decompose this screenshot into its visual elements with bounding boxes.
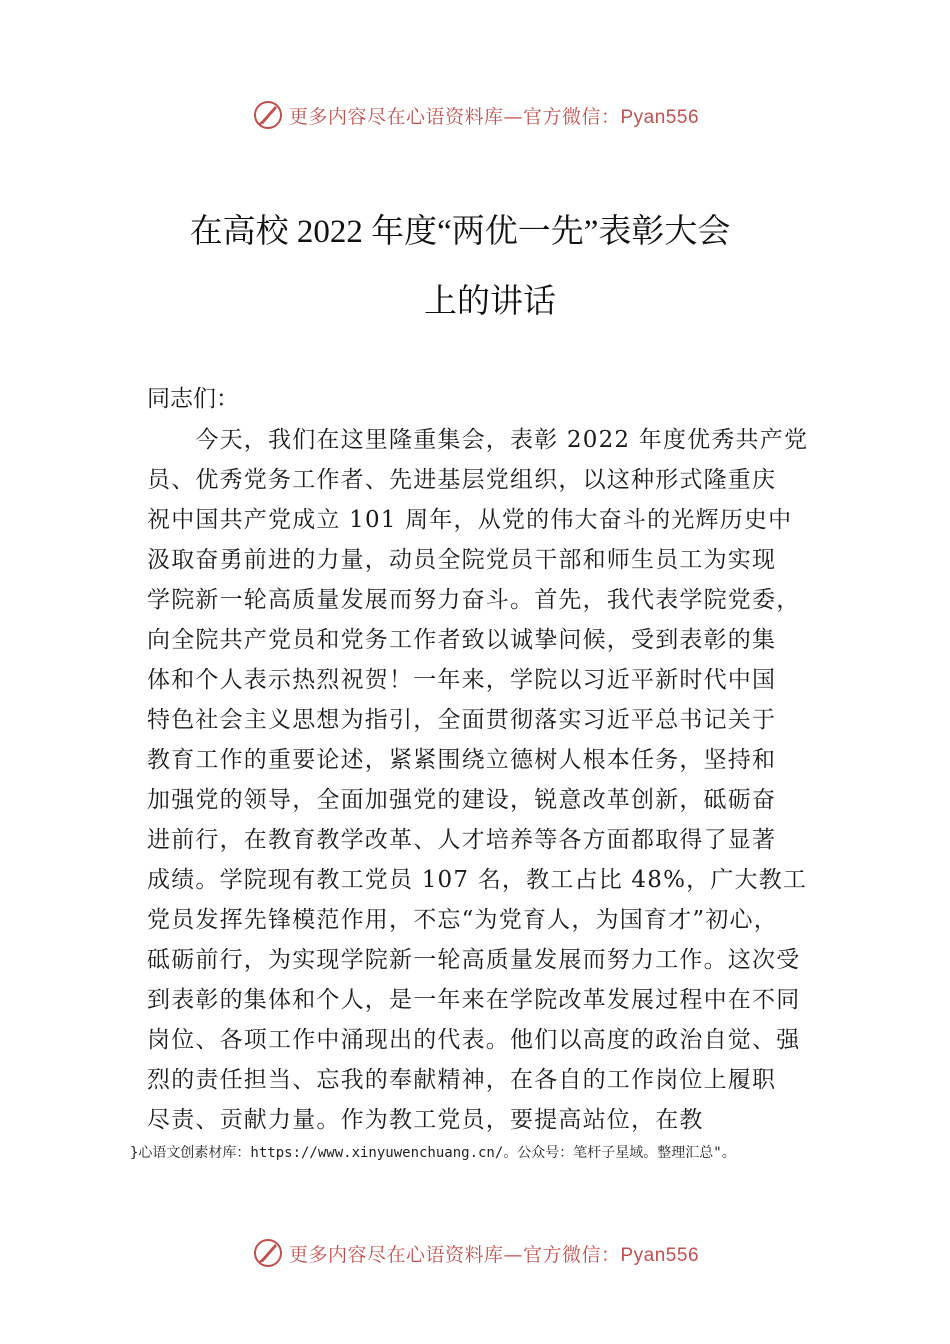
- body-line: 教育工作的重要论述，紧紧围绕立德树人根本任务，坚持和: [147, 747, 777, 773]
- body-line: 加强党的领导，全面加强党的建设，锐意改革创新，砥砺奋: [147, 787, 777, 813]
- banner-text: [289, 1240, 699, 1267]
- body-line: 砥砺前行，为实现学院新一轮高质量发展而努力工作。这次受: [147, 947, 801, 973]
- footer-banner: [0, 1233, 950, 1273]
- body-line: 祝中国共产党成立 101 周年，从党的伟大奋斗的光辉历史中: [147, 507, 793, 533]
- header-banner: [0, 95, 950, 135]
- banner-label: 更多内容尽在心语资料库—官方微信：: [288, 105, 621, 128]
- body-line: 成绩。学院现有教工党员 107 名，教工占比 48%，广大教工: [147, 867, 808, 893]
- body-line: 汲取奋勇前进的力量，动员全院党员干部和师生员工为实现: [147, 547, 777, 573]
- body-line: 体和个人表示热烈祝贺！一年来，学院以习近平新时代中国: [147, 667, 777, 693]
- document-title-line-2: 上的讲话: [424, 284, 556, 320]
- wechat-handle: Pyan556: [620, 1244, 700, 1266]
- wechat-handle: Pyan556: [620, 106, 700, 128]
- body-line: 向全院共产党员和党务工作者致以诚挚问候，受到表彰的集: [147, 627, 777, 653]
- body-line: 尽责、贡献力量。作为教工党员，要提高站位，在教: [147, 1107, 704, 1133]
- body-line: 员、优秀党务工作者、先进基层党组织，以这种形式隆重庆: [147, 467, 777, 493]
- body-line: 到表彰的集体和个人，是一年来在学院改革发展过程中在不同: [147, 987, 801, 1013]
- body-line: 进前行，在教育教学改革、人才培养等各方面都取得了显著: [147, 827, 777, 853]
- body-line: 学院新一轮高质量发展而努力奋斗。首先，我代表学院党委，: [147, 587, 801, 613]
- quill-logo-icon: [251, 1236, 285, 1270]
- banner-label: 更多内容尽在心语资料库—官方微信：: [288, 1243, 621, 1266]
- source-note: }心语文创素材库：https://www.xinyuwenchuang.cn/。公众号：笔杆子星域。整理汇总"。: [130, 1145, 736, 1161]
- banner-text: [289, 102, 699, 129]
- quill-logo-icon: [251, 98, 285, 132]
- body-line: 岗位、各项工作中涌现出的代表。他们以高度的政治自觉、强: [147, 1027, 801, 1053]
- body-line: 党员发挥先锋模范作用，不忘“为党育人，为国育才”初心，: [147, 907, 778, 933]
- document-title-line-1: 在高校 2022 年度“两优一先”表彰大会: [189, 214, 731, 250]
- salutation: 同志们：: [147, 386, 239, 412]
- body-line: 特色社会主义思想为指引，全面贯彻落实习近平总书记关于: [147, 707, 777, 733]
- body-line: 今天，我们在这里隆重集会，表彰 2022 年度优秀共产党: [147, 427, 809, 453]
- body-line: 烈的责任担当、忘我的奉献精神，在各自的工作岗位上履职: [147, 1067, 777, 1093]
